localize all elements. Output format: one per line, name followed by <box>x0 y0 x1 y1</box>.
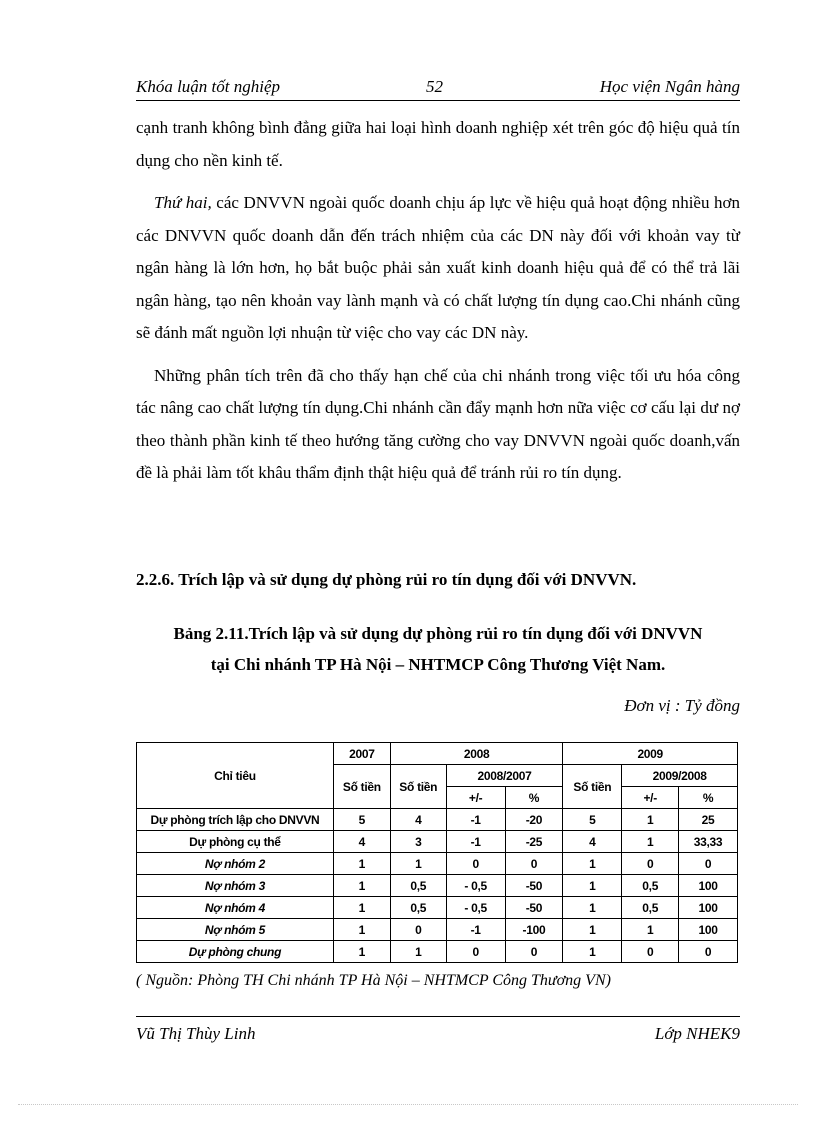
table-header-row-1 <box>137 743 738 765</box>
table-row <box>137 875 738 897</box>
cell-2008: 0,5 <box>390 897 446 919</box>
table-row <box>137 809 738 831</box>
cell-2009: 1 <box>563 853 622 875</box>
row-label: Nợ nhóm 5 <box>137 919 334 941</box>
page-number: 52 <box>426 77 443 96</box>
header-2008: 2008 <box>390 743 563 765</box>
cell-diff-2009: 0 <box>622 941 679 963</box>
cell-2009: 1 <box>563 941 622 963</box>
footer-author: Vũ Thị Thùy Linh <box>136 1024 256 1043</box>
unit-note: Đơn vị : Tỷ đồng <box>624 696 740 715</box>
page-footer <box>136 1016 740 1043</box>
header-2009: 2009 <box>563 743 738 765</box>
paragraph-1-text: cạnh tranh không bình đẳng giữa hai loại hình doanh nghiệp xét trên góc độ hiệu quả tín dụng cho nền kinh tế. <box>136 118 740 170</box>
cell-pct-2009: 25 <box>679 809 738 831</box>
cell-pct-2009: 100 <box>679 875 738 897</box>
row-label: Nợ nhóm 2 <box>137 853 334 875</box>
header-diff-2: +/- <box>622 787 679 809</box>
header-pct-2: % <box>679 787 738 809</box>
header-pct-1: % <box>505 787 563 809</box>
cell-pct-2008: -25 <box>505 831 563 853</box>
header-diff-1: +/- <box>446 787 505 809</box>
table-row <box>137 831 738 853</box>
cell-pct-2008: -100 <box>505 919 563 941</box>
row-label: Nợ nhóm 3 <box>137 875 334 897</box>
page-header <box>136 76 740 101</box>
cell-diff-2008: -1 <box>446 831 505 853</box>
cell-2007: 1 <box>333 919 390 941</box>
paragraph-2 <box>136 187 740 350</box>
header-institution: Học viện Ngân hàng <box>599 77 740 96</box>
cell-diff-2009: 1 <box>622 809 679 831</box>
header-amount-2008: Số tiền <box>390 765 446 809</box>
cell-2007: 5 <box>333 809 390 831</box>
cell-pct-2008: -20 <box>505 809 563 831</box>
table-title-line-1: Bảng 2.11.Trích lập và sử dụng dự phòng rủi ro tín dụng đối với DNVVN <box>173 624 703 643</box>
cell-diff-2009: 1 <box>622 831 679 853</box>
cell-diff-2008: 0 <box>446 853 505 875</box>
table-row <box>137 897 738 919</box>
row-label: Dự phòng trích lập cho DNVVN <box>137 809 334 831</box>
cell-pct-2008: -50 <box>505 897 563 919</box>
cell-pct-2008: 0 <box>505 941 563 963</box>
row-label: Dự phòng cụ thể <box>137 831 334 853</box>
cell-pct-2009: 100 <box>679 919 738 941</box>
row-label: Dự phòng chung <box>137 941 334 963</box>
cell-2008: 1 <box>390 853 446 875</box>
body-text <box>136 112 740 500</box>
cell-pct-2008: 0 <box>505 853 563 875</box>
cell-diff-2008: -1 <box>446 809 505 831</box>
cell-diff-2009: 0,5 <box>622 897 679 919</box>
cell-2008: 4 <box>390 809 446 831</box>
header-amount-2007: Số tiền <box>333 765 390 809</box>
table-title-line-2: tại Chi nhánh TP Hà Nội – NHTMCP Công Thương Việt Nam. <box>210 655 666 674</box>
cell-diff-2008: -1 <box>446 919 505 941</box>
table-row <box>137 941 738 963</box>
paragraph-3 <box>136 360 740 490</box>
cell-2008: 1 <box>390 941 446 963</box>
table-source: ( Nguồn: Phòng TH Chi nhánh TP Hà Nội – NHTMCP Công Thương VN) <box>136 972 611 989</box>
cell-pct-2009: 0 <box>679 853 738 875</box>
row-label: Nợ nhóm 4 <box>137 897 334 919</box>
cell-2009: 4 <box>563 831 622 853</box>
cell-pct-2009: 0 <box>679 941 738 963</box>
footer-class: Lớp NHEK9 <box>654 1024 740 1043</box>
cell-diff-2008: - 0,5 <box>446 875 505 897</box>
cell-diff-2008: 0 <box>446 941 505 963</box>
cell-2007: 1 <box>333 897 390 919</box>
cell-2007: 1 <box>333 875 390 897</box>
cell-2008: 3 <box>390 831 446 853</box>
cell-diff-2008: - 0,5 <box>446 897 505 919</box>
header-compare-2008-2007: 2008/2007 <box>446 765 563 787</box>
paragraph-2-lead: Thứ hai, <box>154 193 212 212</box>
table-title <box>136 618 740 680</box>
cell-2008: 0 <box>390 919 446 941</box>
cell-pct-2009: 100 <box>679 897 738 919</box>
cell-2007: 1 <box>333 853 390 875</box>
cell-2009: 1 <box>563 919 622 941</box>
page-edge-divider <box>18 1104 798 1105</box>
cell-2009: 1 <box>563 897 622 919</box>
header-thesis-label: Khóa luận tốt nghiệp <box>136 77 281 96</box>
provision-table <box>136 742 738 963</box>
paragraph-3-text: Những phân tích trên đã cho thấy hạn chế của chi nhánh trong việc tối ưu hóa công tác nâng cao chất lượng tín dụng.Chi nhánh cần đẩy mạnh hơn nữa việc cơ cấu lại dư nợ theo thành phần kinh tế theo hướng tăng cường cho vay DNVVN ngoài quốc doanh,vấn đề là phải làm tốt khâu thẩm định thật hiệu quả để tránh rủi ro tín dụng. <box>136 365 740 482</box>
cell-diff-2009: 0 <box>622 853 679 875</box>
cell-diff-2009: 0,5 <box>622 875 679 897</box>
cell-diff-2009: 1 <box>622 919 679 941</box>
header-compare-2009-2008: 2009/2008 <box>622 765 738 787</box>
cell-2007: 1 <box>333 941 390 963</box>
cell-2008: 0,5 <box>390 875 446 897</box>
table-row <box>137 853 738 875</box>
cell-2009: 1 <box>563 875 622 897</box>
header-amount-2009: Số tiền <box>563 765 622 809</box>
header-2007: 2007 <box>333 743 390 765</box>
section-heading: 2.2.6. Trích lập và sử dụng dự phòng rủi ro tín dụng đối với DNVVN. <box>136 570 637 589</box>
paragraph-1 <box>136 112 740 177</box>
header-indicator: Chỉ tiêu <box>137 743 334 809</box>
paragraph-2-text: các DNVVN ngoài quốc doanh chịu áp lực về hiệu quả hoạt động nhiều hơn các DNVVN quốc doanh dẫn đến trách nhiệm của các DN này đối với khoản vay từ ngân hàng là lớn hơn, họ bắt buộc phải sản xuất kinh doanh hiệu quả để có thể trả lãi ngân hàng, tạo nên khoản vay lành mạnh và có chất lượng tín dụng cao.Chi nhánh cũng sẽ đánh mất nguồn lợi nhuận từ việc cho vay các DN này. <box>136 193 741 342</box>
cell-2009: 5 <box>563 809 622 831</box>
cell-pct-2009: 33,33 <box>679 831 738 853</box>
cell-2007: 4 <box>333 831 390 853</box>
table-row <box>137 919 738 941</box>
cell-pct-2008: -50 <box>505 875 563 897</box>
